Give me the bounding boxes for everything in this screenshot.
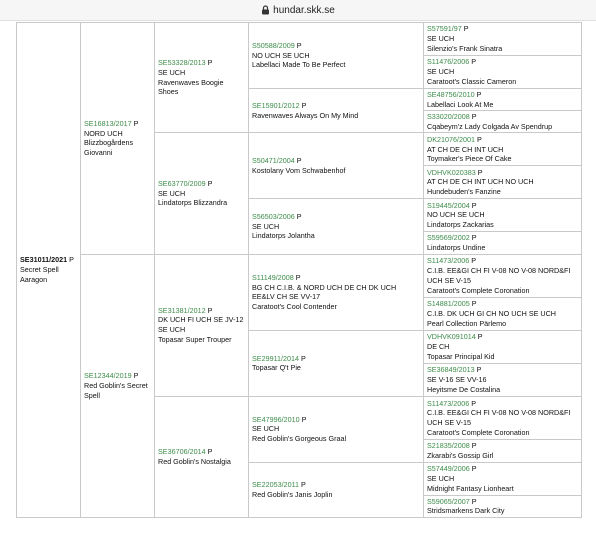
registration-link[interactable]: S11473/2006: [427, 398, 470, 408]
pedigree-cell: [249, 462, 424, 517]
p-marker: P: [471, 496, 477, 506]
titles: SE UCH: [158, 68, 186, 78]
titles: AT CH DE CH INT UCH: [427, 144, 504, 154]
p-marker: P: [463, 24, 469, 34]
p-marker: P: [207, 305, 213, 315]
titles: SE UCH: [158, 188, 186, 198]
dog-name: Caratoot's Cool Contender: [252, 301, 337, 311]
dog-name: Red Goblin's Secret Spell: [84, 380, 148, 400]
p-marker: P: [476, 365, 482, 375]
p-marker: P: [471, 233, 477, 243]
pedigree-row: [17, 254, 582, 298]
registration-link[interactable]: S14881/2005: [427, 299, 470, 309]
dog-name: Caratoot's Classic Cameron: [427, 76, 517, 86]
pedigree-cell: [17, 23, 81, 518]
dog-name: Pearl Collection Pärlemo: [427, 318, 507, 328]
registration-link[interactable]: S21835/2008: [427, 441, 470, 451]
p-marker: P: [471, 441, 477, 451]
dog-name: Hundebuden's Fanzine: [427, 187, 501, 197]
pedigree-cell: [249, 23, 424, 89]
dog-name: Toymaker's Piece Of Cake: [427, 154, 512, 164]
pedigree-cell: [424, 232, 582, 254]
registration-link[interactable]: SE15901/2012: [252, 100, 300, 110]
dog-name: Zkarabi's Gossip Girl: [427, 451, 494, 461]
p-marker: P: [301, 100, 307, 110]
registration-link[interactable]: S50588/2009: [252, 40, 295, 50]
pedigree-cell: [249, 199, 424, 254]
pedigree-cell: [155, 133, 249, 254]
titles: DK UCH FI UCH SE JV-12 SE UCH: [158, 315, 244, 335]
pedigree-cell: [424, 111, 582, 133]
dog-name: Red Goblin's Janis Joplin: [252, 489, 333, 499]
pedigree-cell: [424, 396, 582, 440]
p-marker: P: [207, 178, 213, 188]
p-marker: P: [471, 112, 477, 122]
registration-link[interactable]: SE29911/2014: [252, 353, 300, 363]
p-marker: P: [476, 134, 482, 144]
p-marker: P: [301, 414, 307, 424]
dog-name: Heyitsme De Costalina: [427, 384, 501, 394]
titles: DE CH: [427, 342, 450, 352]
titles: C.I.B. DK UCH GI CH NO UCH SE UCH: [427, 309, 556, 319]
url-text: hundar.skk.se: [273, 4, 335, 16]
p-marker: P: [207, 58, 213, 68]
registration-link[interactable]: SE12344/2019: [84, 371, 132, 381]
p-marker: P: [301, 480, 306, 490]
dog-name: Topasar Super Trouper: [158, 334, 232, 344]
registration-link[interactable]: S59065/2007: [427, 496, 470, 506]
pedigree-cell: [424, 55, 582, 88]
pedigree-cell: [424, 331, 582, 364]
p-marker: P: [296, 156, 302, 166]
dog-name: Lindatorps Zackarias: [427, 220, 494, 230]
registration-link[interactable]: SE53328/2013: [158, 58, 206, 68]
dog-name: Labellaci Look At Me: [427, 99, 494, 109]
registration-link[interactable]: S56503/2006: [252, 211, 295, 221]
titles: SE V-16 SE VV-16: [427, 375, 487, 385]
registration-link[interactable]: SE47996/2010: [252, 414, 300, 424]
pedigree-cell: [424, 133, 582, 166]
registration-link[interactable]: S57449/2006: [427, 464, 470, 474]
titles: C.I.B. EE&GI CH FI V-08 NO V-08 NORD&FI UCH SE V-15: [427, 266, 571, 285]
pedigree-cell: [424, 363, 582, 396]
pedigree-cell: [424, 440, 582, 462]
dog-name: Topasar Principal Kid: [427, 351, 495, 361]
pedigree-row: [17, 23, 582, 56]
titles: SE UCH: [427, 34, 455, 44]
p-marker: P: [471, 299, 477, 309]
dog-name: Red Goblin's Nostalgia: [158, 456, 231, 466]
address-bar[interactable]: [0, 0, 596, 21]
registration-link[interactable]: SE22053/2011: [252, 480, 300, 490]
titles: NORD UCH: [84, 128, 123, 138]
dog-name: Silenzio's Frank Sinatra: [427, 43, 503, 53]
p-marker: P: [471, 464, 477, 474]
registration-link[interactable]: S19445/2004: [427, 200, 470, 210]
registration-link[interactable]: S33020/2008: [427, 112, 470, 122]
registration-link[interactable]: SE63770/2009: [158, 178, 206, 188]
pedigree-cell: [249, 396, 424, 462]
dog-name: Midnight Fantasy Lionheart: [427, 483, 514, 493]
registration-link[interactable]: SE36706/2014: [158, 447, 206, 457]
pedigree-cell: [424, 298, 582, 331]
titles: SE UCH: [252, 221, 280, 231]
dog-name: Labellaci Made To Be Perfect: [252, 60, 346, 70]
titles: SE UCH: [427, 67, 455, 77]
p-marker: P: [296, 211, 302, 221]
dog-name: Caratoot's Complete Coronation: [427, 427, 530, 437]
p-marker: P: [471, 398, 477, 408]
p-marker: P: [477, 332, 483, 342]
pedigree-cell: [155, 254, 249, 396]
registration-link[interactable]: SE36849/2013: [427, 365, 475, 375]
registration-link[interactable]: S50471/2004: [252, 156, 295, 166]
titles: NO UCH SE UCH: [427, 210, 485, 220]
dog-name: Lindatorps Jolantha: [252, 231, 315, 241]
registration-link[interactable]: SE31381/2012: [158, 305, 206, 315]
dog-name: Kostolany Vom Schwabenhof: [252, 165, 346, 175]
p-marker: P: [133, 118, 139, 128]
p-marker: P: [69, 255, 74, 265]
registration-link[interactable]: S11473/2006: [427, 256, 470, 266]
registration-link[interactable]: S57591/97: [427, 24, 462, 34]
registration-link[interactable]: VDHVK020383: [427, 167, 476, 177]
pedigree-cell: [81, 23, 155, 255]
registration-link[interactable]: VDHVK091014: [427, 332, 476, 342]
registration-link[interactable]: S59569/2002: [427, 233, 470, 243]
pedigree-cell: [424, 199, 582, 232]
titles: BG CH C.I.B. & NORD UCH DE CH DK UCH EE&LV CH SE VV-17: [252, 282, 397, 302]
p-marker: P: [301, 353, 306, 363]
titles: C.I.B. EE&GI CH FI V-08 NO V-08 NORD&FI UCH SE V-15: [427, 408, 571, 428]
p-marker: P: [477, 167, 483, 177]
pedigree-cell: [155, 396, 249, 517]
pedigree-cell: [249, 331, 424, 397]
pedigree-cell: [424, 254, 582, 298]
pedigree-cell: [155, 23, 249, 133]
dog-name: Secret Spell Aaragon: [20, 265, 59, 284]
registration-link[interactable]: S11476/2006: [427, 57, 470, 67]
dog-name: Stridsmarkens Dark City: [427, 506, 505, 516]
dog-name: Red Goblin's Gorgeous Graal: [252, 434, 347, 444]
pedigree-cell: [424, 88, 582, 110]
p-marker: P: [295, 272, 301, 282]
dog-name: Lindatorps Undine: [427, 242, 486, 252]
pedigree-cell: [424, 462, 582, 495]
titles: AT CH DE CH INT UCH NO UCH: [427, 177, 534, 187]
p-marker: P: [207, 447, 213, 457]
pedigree-cell: [249, 88, 424, 133]
titles: NO UCH SE UCH: [252, 50, 310, 60]
registration-link[interactable]: SE31011/2021: [20, 255, 68, 265]
p-marker: P: [296, 40, 302, 50]
dog-name: Blizzbogårdens Giovanni: [84, 138, 134, 157]
titles: SE UCH: [252, 424, 280, 434]
p-marker: P: [471, 256, 477, 266]
p-marker: P: [133, 371, 139, 381]
pedigree-cell: [249, 254, 424, 330]
p-marker: P: [471, 57, 477, 67]
pedigree-cell: [249, 133, 424, 199]
dog-name: Ravenwaves Boogie Shoes: [158, 77, 224, 97]
lock-icon: [261, 5, 270, 15]
registration-link[interactable]: S11149/2008: [252, 272, 294, 282]
pedigree-cell: [424, 23, 582, 56]
registration-link[interactable]: DK21076/2001: [427, 134, 475, 144]
registration-link[interactable]: SE16813/2017: [84, 118, 132, 128]
p-marker: P: [471, 200, 477, 210]
dog-name: Ravenwaves Always On My Mind: [252, 110, 359, 120]
dog-name: Caratoot's Complete Coronation: [427, 285, 530, 295]
titles: SE UCH: [427, 473, 455, 483]
dog-name: Lindatorps Blizzandra: [158, 198, 228, 208]
registration-link[interactable]: SE48756/2010: [427, 89, 475, 99]
dog-name: Topasar Q't Pie: [252, 363, 301, 373]
dog-name: Cqabeym'z Lady Colgada Av Spendrup: [427, 121, 553, 131]
p-marker: P: [476, 89, 482, 99]
pedigree-cell: [424, 495, 582, 517]
pedigree-table: [16, 22, 582, 518]
pedigree-cell: [81, 254, 155, 517]
pedigree-cell: [424, 166, 582, 199]
